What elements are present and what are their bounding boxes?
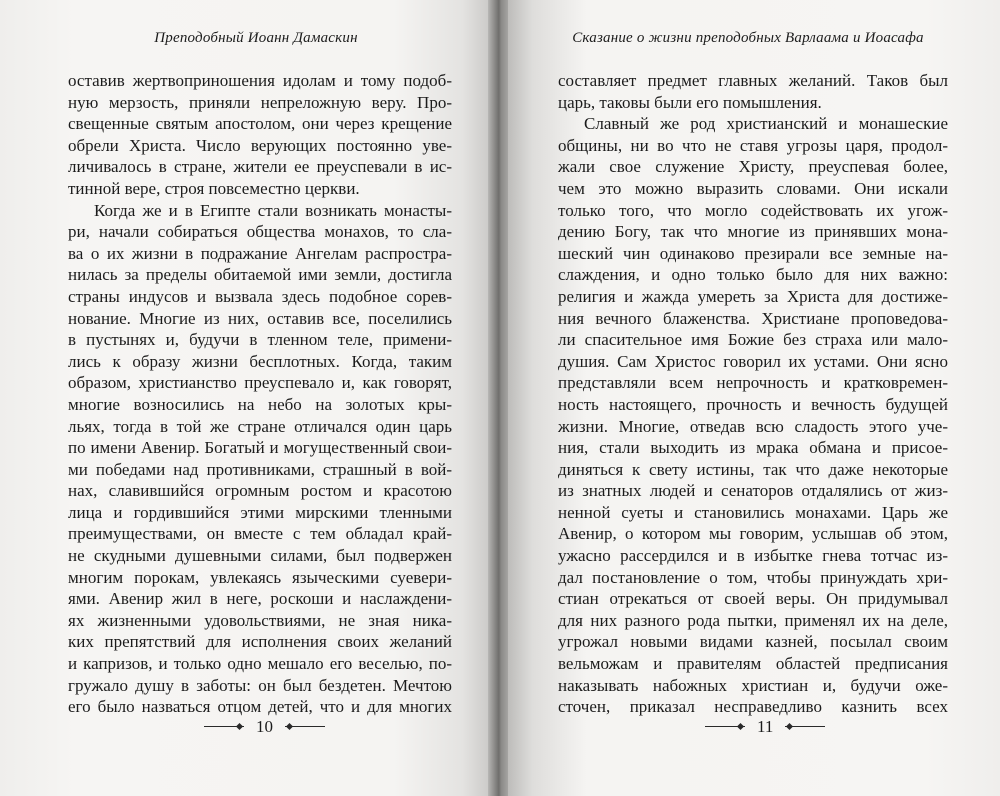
text-line: составляет предмет главных желаний. Таков был (558, 71, 948, 90)
text-line: ких препятствий для исполнения своих желаний (68, 632, 452, 652)
text-line: шеский чин одинаково презирали все земные на- (558, 243, 948, 263)
text-line: ва о их жизни в подражание Ангелам распростра- (68, 243, 452, 263)
text-line: слаждения, и одно только было для них важно: (558, 265, 948, 285)
text-line: многие возносились на небо на золотых кры- (68, 394, 452, 414)
text-line: многим порокам, увлекаясь языческими суевери- (68, 567, 452, 587)
text-line: в пустынях и, будучи в тленном теле, примени- (68, 330, 452, 350)
running-header-right: Сказание о жизни преподобных Варлаама и Иоасафа (572, 30, 924, 46)
text-line: обрели Христа. Число верующих постоянно уве- (68, 135, 452, 155)
text-line: религия и жажда умереть за Христа для достиже- (558, 286, 948, 306)
text-line: ях жизненными удовольствиями, не зная ника- (68, 610, 452, 630)
text-line: преимуществами, он вместе с тем обладал край- (68, 524, 452, 544)
text-line: Когда же и в Египте стали возникать монасты- (94, 200, 452, 220)
text-line: представляли всем непрочность и кратковремен- (558, 373, 948, 393)
text-line: личивалось в стране, жители ее преуспевали в ис- (68, 157, 452, 177)
text-line: гружало душу в заботы: он был бездетен. Мечтою (68, 675, 452, 695)
ornament-icon (705, 722, 745, 732)
page-number: 11 (757, 717, 774, 736)
text-line: льях, тогда в той же стране отличался один царь (68, 416, 452, 436)
text-line: чем это можно выразить словами. Они искали (558, 178, 948, 198)
text-line: ри, начали собираться общества монахов, то сла- (68, 222, 452, 242)
page-footer-left (204, 712, 325, 742)
text-line: нах, славившийся огромным ростом и красотою (68, 481, 452, 501)
body-text-right (558, 70, 948, 718)
ornament-icon (204, 722, 244, 732)
text-line: из знатных людей и сенаторов отдалялись от жиз- (558, 481, 948, 501)
text-line: образом, христианство преуспевало и, как говорят, (68, 373, 452, 393)
right-page (508, 0, 1000, 796)
text-line: дению Богу, так что многие из принявших мона- (558, 222, 948, 242)
text-line: ную мерзость, приняли непреложную веру. Про- (68, 92, 452, 112)
text-line: ужасно рассердился и в избытке гнева тотчас из- (558, 546, 948, 566)
text-line: его было назваться отцом детей, что и для многих (68, 697, 452, 717)
page-number: 10 (256, 717, 273, 736)
text-line: дал постановление о том, чтобы принуждать хри- (558, 567, 948, 587)
text-line: сточен, приказал несправедливо казнить всех (558, 697, 948, 717)
ornament-icon (285, 722, 325, 732)
page-footer-right (705, 712, 825, 742)
text-line: царь, таковы были его помышления. (558, 92, 822, 112)
text-line: общины, ни во что не ставя угрозы царя, продол- (558, 135, 948, 155)
text-line: ями. Авенир жил в неге, роскоши и наслаждени- (68, 589, 452, 609)
text-line: жизни. Многие, отведав всю сладость этого уче- (558, 416, 948, 436)
text-line: нование. Многие из них, оставив все, поселились (68, 308, 452, 328)
ornament-icon (785, 722, 825, 732)
text-line: ния вечного блаженства. Христиане проповедова- (558, 308, 948, 328)
text-line: ность настоящего, прочность и вечность будущей (558, 394, 948, 414)
text-line: наказывать набожных христиан и, будучи оже- (558, 675, 948, 695)
text-line: оставив жертвоприношения идолам и тому подоб- (68, 71, 452, 90)
text-line: лись к образу жизни бесплотных. Когда, таким (68, 351, 452, 371)
running-header-left: Преподобный Иоанн Дамаскин (154, 30, 358, 46)
text-line: жали свое служение Христу, преуспевая более, (558, 157, 948, 177)
body-text-left (68, 70, 452, 718)
text-line: Славный же род христианский и монашеские (584, 114, 948, 134)
text-line: по имени Авенир. Богатый и могущественный свои- (68, 438, 452, 458)
text-line: нилась за пределы обитаемой ими земли, достигла (68, 265, 452, 285)
text-line: свещенные святым апостолом, они через крещение (68, 114, 452, 134)
text-line: Авенир, о котором мы говорим, услышав об этом, (558, 524, 948, 544)
text-line: ми победами над противниками, страшный в вой- (68, 459, 452, 479)
text-line: душия. Сам Христос говорил их устами. Они ясно (558, 351, 948, 371)
text-line: тинной вере, строя повсеместно церкви. (68, 178, 360, 198)
text-line: диняться к свету истины, так что даже некоторые (558, 459, 948, 479)
text-line: страны индусов и вызвала здесь подобное сорев- (68, 286, 452, 306)
text-line: лица и гордившийся этими мирскими тленными (68, 502, 452, 522)
text-line: не скудными душевными силами, был подвержен (68, 546, 452, 566)
text-line: для них разного рода пытки, применял их на деле, (558, 610, 948, 630)
text-line: ния, стали выходить из мрака обмана и присое- (558, 438, 948, 458)
left-page (0, 0, 492, 796)
text-line: ли спасительное имя Божие без страха или мало- (558, 330, 948, 350)
text-line: только того, что могло содействовать их угож- (558, 200, 948, 220)
text-line: стиан отрекаться от своей веры. Он придумывал (558, 589, 948, 609)
text-line: и капризов, и только одно мешало его веселью, по- (68, 654, 452, 674)
text-line: угрожал новыми видами казней, посылал своим (558, 632, 948, 652)
text-line: вельможам и правителям областей предписания (558, 654, 948, 674)
text-line: ненной суеты и становились монахами. Царь же (558, 502, 948, 522)
